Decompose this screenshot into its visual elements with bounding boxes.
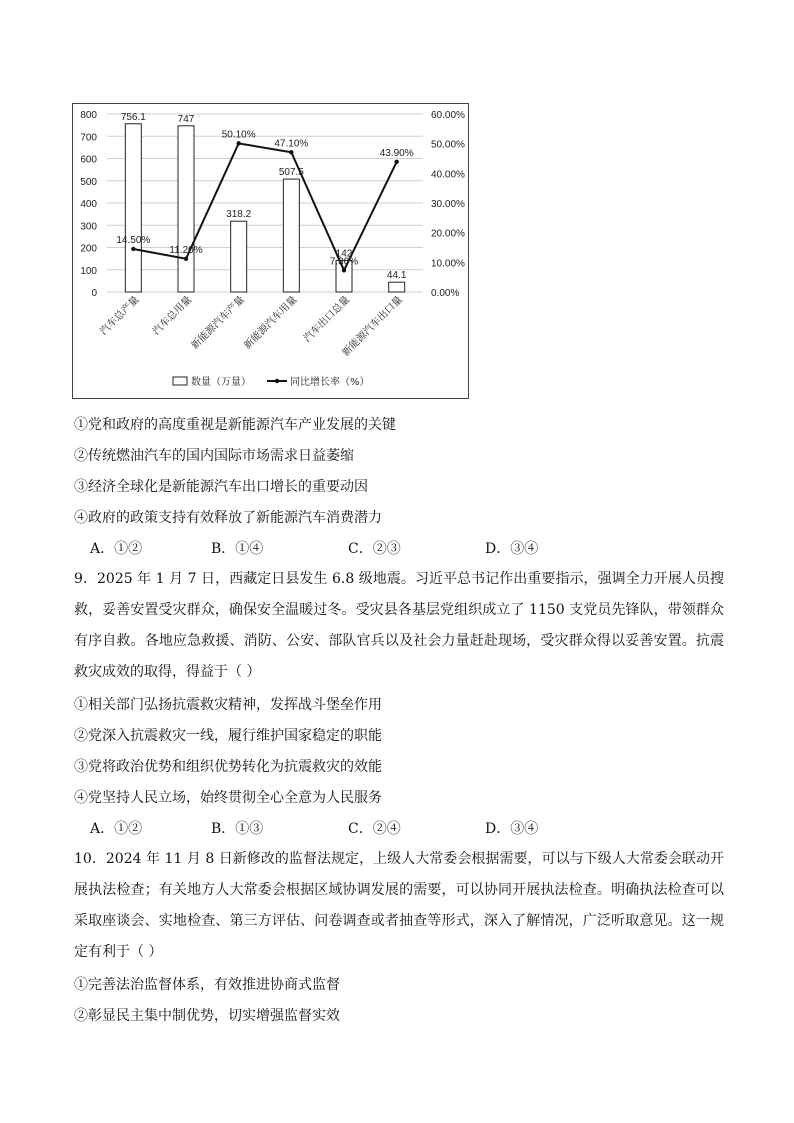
q8-option-b[interactable]: B．①④ bbox=[211, 541, 264, 557]
bar bbox=[231, 221, 247, 292]
growth-rate-label: 11.20% bbox=[169, 244, 203, 256]
q8-item-1: ①党和政府的高度重视是新能源汽车产业发展的关键 bbox=[74, 417, 396, 433]
y-right-tick-label: 60.00% bbox=[431, 110, 465, 121]
legend-bar-swatch bbox=[173, 377, 187, 385]
y-left-tick-label: 600 bbox=[80, 154, 97, 166]
x-category-label: 汽车出口总量 bbox=[301, 294, 353, 345]
bar bbox=[283, 179, 299, 292]
y-left-tick-label: 100 bbox=[80, 265, 97, 277]
growth-rate-label: 14.50% bbox=[116, 234, 151, 246]
q8-option-d[interactable]: D．③④ bbox=[485, 541, 539, 557]
growth-rate-point bbox=[342, 268, 346, 272]
bar-value-label: 142 bbox=[335, 248, 353, 260]
bar bbox=[178, 126, 194, 292]
x-category-label: 新能源汽车出口量 bbox=[340, 294, 405, 359]
q9-item-1: ①相关部门弘扬抗震救灾精神，发挥战斗堡垒作用 bbox=[74, 697, 382, 713]
q9-option-c[interactable]: C．②④ bbox=[348, 821, 401, 837]
legend-line-marker bbox=[275, 379, 279, 383]
x-category-label: 汽车总用量 bbox=[150, 294, 195, 338]
q9-option-b[interactable]: B．①③ bbox=[211, 821, 264, 837]
y-right-tick-label: 0.00% bbox=[431, 288, 460, 299]
y-right-tick-label: 50.00% bbox=[431, 139, 465, 151]
growth-rate-point bbox=[394, 160, 398, 164]
q9-item-2: ②党深入抗震救灾一线，履行维护国家稳定的职能 bbox=[74, 728, 382, 744]
q9-option-a[interactable]: A．①② bbox=[90, 821, 143, 837]
bar-value-label: 507.5 bbox=[278, 167, 304, 179]
q10-item-2: ②彰显民主集中制优势，切实增强监督实效 bbox=[74, 1008, 340, 1024]
q9-option-d[interactable]: D．③④ bbox=[485, 821, 539, 837]
y-left-tick-label: 700 bbox=[80, 132, 97, 144]
growth-rate-point bbox=[236, 141, 240, 145]
bar bbox=[389, 282, 405, 292]
q8-item-4: ④政府的政策支持有效释放了新能源汽车消费潜力 bbox=[74, 510, 382, 526]
growth-rate-point bbox=[131, 247, 135, 251]
y-left-tick-label: 500 bbox=[80, 176, 97, 188]
y-left-tick-label: 400 bbox=[80, 199, 97, 210]
y-left-tick-label: 200 bbox=[80, 243, 97, 255]
q9-item-3: ③党将政治优势和组织优势转化为抗震救灾的效能 bbox=[74, 759, 382, 775]
y-left-tick-label: 300 bbox=[80, 221, 97, 233]
q9-item-4: ④党坚持人民立场，始终贯彻全心全意为人民服务 bbox=[74, 790, 382, 806]
y-left-tick-label: 800 bbox=[80, 110, 97, 121]
chart-container bbox=[72, 103, 469, 399]
bar-value-label: 747 bbox=[177, 113, 195, 125]
q10-stem: 10．2024 年 11 月 8 日新修改的监督法规定，上级人大常委会根据需要，可以与下级人大常委会联动开展执法检查；有关地方人大常委会根据区域协调发展的需要，可以协同开展执法检查。明确执法检查可以采取座谈会、实地检查、第三方评估、问卷调查或者抽查等形式，深入了解情况，广泛听取意见。这一规定有利于（ ） bbox=[74, 851, 724, 960]
growth-rate-label: 43.90% bbox=[379, 147, 414, 159]
y-right-tick-label: 30.00% bbox=[431, 199, 465, 210]
legend-bar-label: 数量（万量） bbox=[191, 377, 251, 388]
q10-item-1: ①完善法治监督体系，有效推进协商式监督 bbox=[74, 977, 340, 993]
y-left-tick-label: 0 bbox=[91, 288, 97, 299]
growth-rate-label: 50.10% bbox=[221, 129, 256, 141]
y-right-tick-label: 40.00% bbox=[431, 169, 465, 181]
bar-value-label: 318.2 bbox=[226, 209, 252, 221]
bar bbox=[125, 124, 141, 292]
growth-rate-label: 7.30% bbox=[329, 256, 359, 268]
combo-chart bbox=[73, 104, 470, 400]
bar-value-label: 44.1 bbox=[386, 270, 407, 282]
q8-item-3: ③经济全球化是新能源汽车出口增长的重要动因 bbox=[74, 479, 368, 495]
growth-rate-point bbox=[184, 257, 188, 261]
q9-stem: 9．2025 年 1 月 7 日，西藏定日县发生 6.8 级地震。习近平总书记作出重要指示，强调全力开展人员搜救，妥善安置受灾群众，确保安全温暖过冬。受灾县各基层党组织成立了 1150 支党员先锋队，带领群众有序自救。各地应急救援、消防、公安、部队官兵以及社会力量赶赴现场，受灾群众得以妥善安置。抗震救灾成效的取得，得益于（ ） bbox=[74, 571, 724, 680]
x-category-label: 新能源汽车用量 bbox=[242, 294, 300, 352]
x-category-label: 新能源汽车产量 bbox=[189, 294, 247, 352]
q8-option-a[interactable]: A．①② bbox=[90, 541, 143, 557]
bar-value-label: 756.1 bbox=[120, 111, 146, 123]
x-category-label: 汽车总产量 bbox=[98, 294, 142, 338]
legend-line-label: 同比增长率（%） bbox=[290, 377, 370, 388]
growth-rate-point bbox=[289, 150, 293, 154]
q8-item-2: ②传统燃油汽车的国内国际市场需求日益萎缩 bbox=[74, 448, 354, 464]
q8-option-c[interactable]: C．②③ bbox=[348, 541, 401, 557]
growth-rate-label: 47.10% bbox=[274, 138, 309, 150]
y-right-tick-label: 10.00% bbox=[431, 258, 465, 270]
y-right-tick-label: 20.00% bbox=[431, 228, 465, 240]
